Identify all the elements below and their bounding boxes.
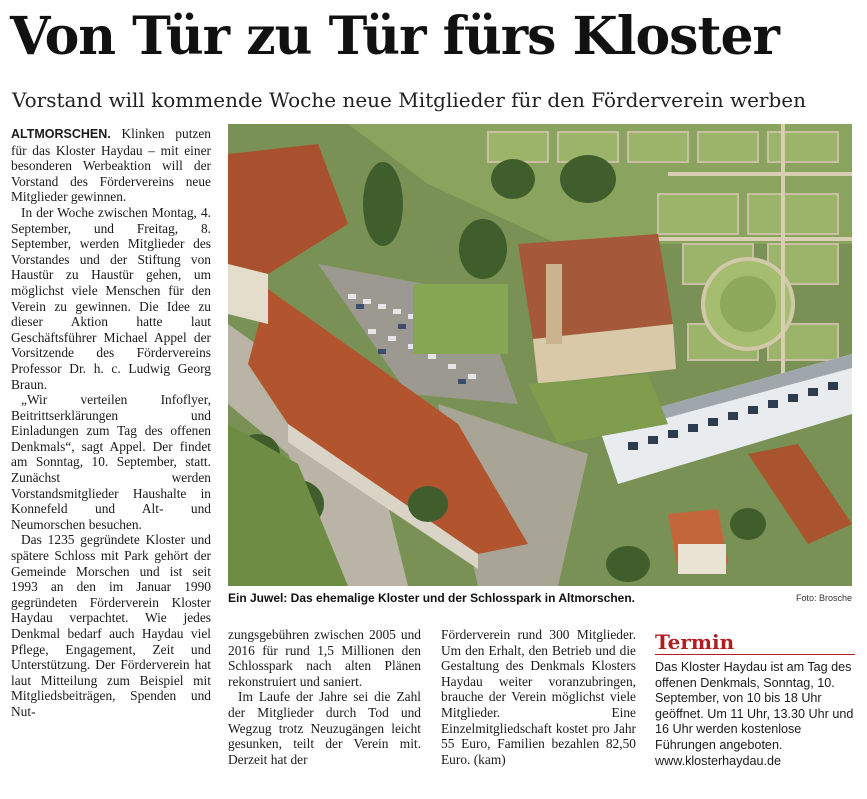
lead-paragraph <box>11 126 211 205</box>
paragraph: zungsgebühren zwischen 2005 und 2016 für rund 1,5 Millionen den Schlosspark nach alten Plänen rekonstruiert und saniert. <box>228 627 421 689</box>
paragraph-text: Klinken putzen für das Kloster Haydau – mit einer besonderen Werbeaktion will der Vorstand des Fördervereins neue Mitglieder gewinnen. <box>11 126 211 205</box>
paragraph: Im Laufe der Jahre sei die Zahl der Mitglieder durch Tod und Wegzug trotz Neuzugängen leicht gesunken, teilt der Verein mit. Derzeit hat der <box>228 689 421 767</box>
paragraph: In der Woche zwischen Montag, 4. September, und Freitag, 8. September, werden Mitglieder des Vorstandes und der Stiftung von Haustür zu Haustür gehen, um möglichst viele Menschen für den Verein zu gewinnen. Die Idee zu dieser Aktion hatte laut Geschäftsführer Michael Appel der Vorsitzende des Fördervereins Professor Dr. h. c. Ludwig Georg Braun. <box>11 204 211 392</box>
termin-divider <box>655 654 855 655</box>
dateline: ALTMORSCHEN. <box>11 127 111 141</box>
termin-body: Das Kloster Haydau ist am Tag des offenen Denkmals, Sonntag, 10. September, von 10 bis 18 Uhr geöffnet. Um 11 Uhr, 13.30 Uhr und 16 Uhr werden kostenlose Führungen angeboten. www.klosterhaydau.de <box>655 660 854 768</box>
termin-title: Termin <box>655 630 735 654</box>
article-column-1 <box>11 126 211 720</box>
paragraph: Das 1235 gegründete Kloster und spätere Schloss mit Park gehört der Gemeinde Morschen und ist seit 1993 an den im Januar 1990 gegründeten Förderverein Kloster Haydau verpachtet. Wie jedes Denkmal bedarf auch Haydau viel Pflege, Engagement, Zeit und Unterstützung. Der Förderverein hat laut Mitteilung zum Beispiel mit Mitgliedsbeiträgen, Spenden und Nut- <box>11 532 211 719</box>
paragraph: Förderverein rund 300 Mitglieder. Um den Erhalt, den Betrieb und die Gestaltung des Denkmals Klosters Haydau weiter voranzubringen, brauche der Verein möglichst viele Mitglieder. Eine Einzelmitgliedschaft kostet pro Jahr 55 Euro, Familien bezahlen 82,50 Euro. (kam) <box>441 627 636 767</box>
article-column-3 <box>441 627 636 767</box>
photo-caption: Ein Juwel: Das ehemalige Kloster und der Schlosspark in Altmorschen. <box>228 591 635 605</box>
paragraph: „Wir verteilen Infoflyer, Beitrittserklärungen und Einladungen zum Tag des offenen Denkmals“, sagt Appel. Der findet am Sonntag, 10. September, statt. Zunächst werden Vorstandsmitglieder Haushalte in Konnefeld und Alt- und Neumorschen besuchen. <box>11 392 211 532</box>
subheadline: Vorstand will kommende Woche neue Mitglieder für den Förderverein werben <box>12 88 807 112</box>
aerial-photo <box>228 124 852 586</box>
headline: Von Tür zu Tür fürs Kloster <box>10 6 779 67</box>
photo-credit: Foto: Brosche <box>795 593 852 603</box>
article-column-2 <box>228 627 421 767</box>
